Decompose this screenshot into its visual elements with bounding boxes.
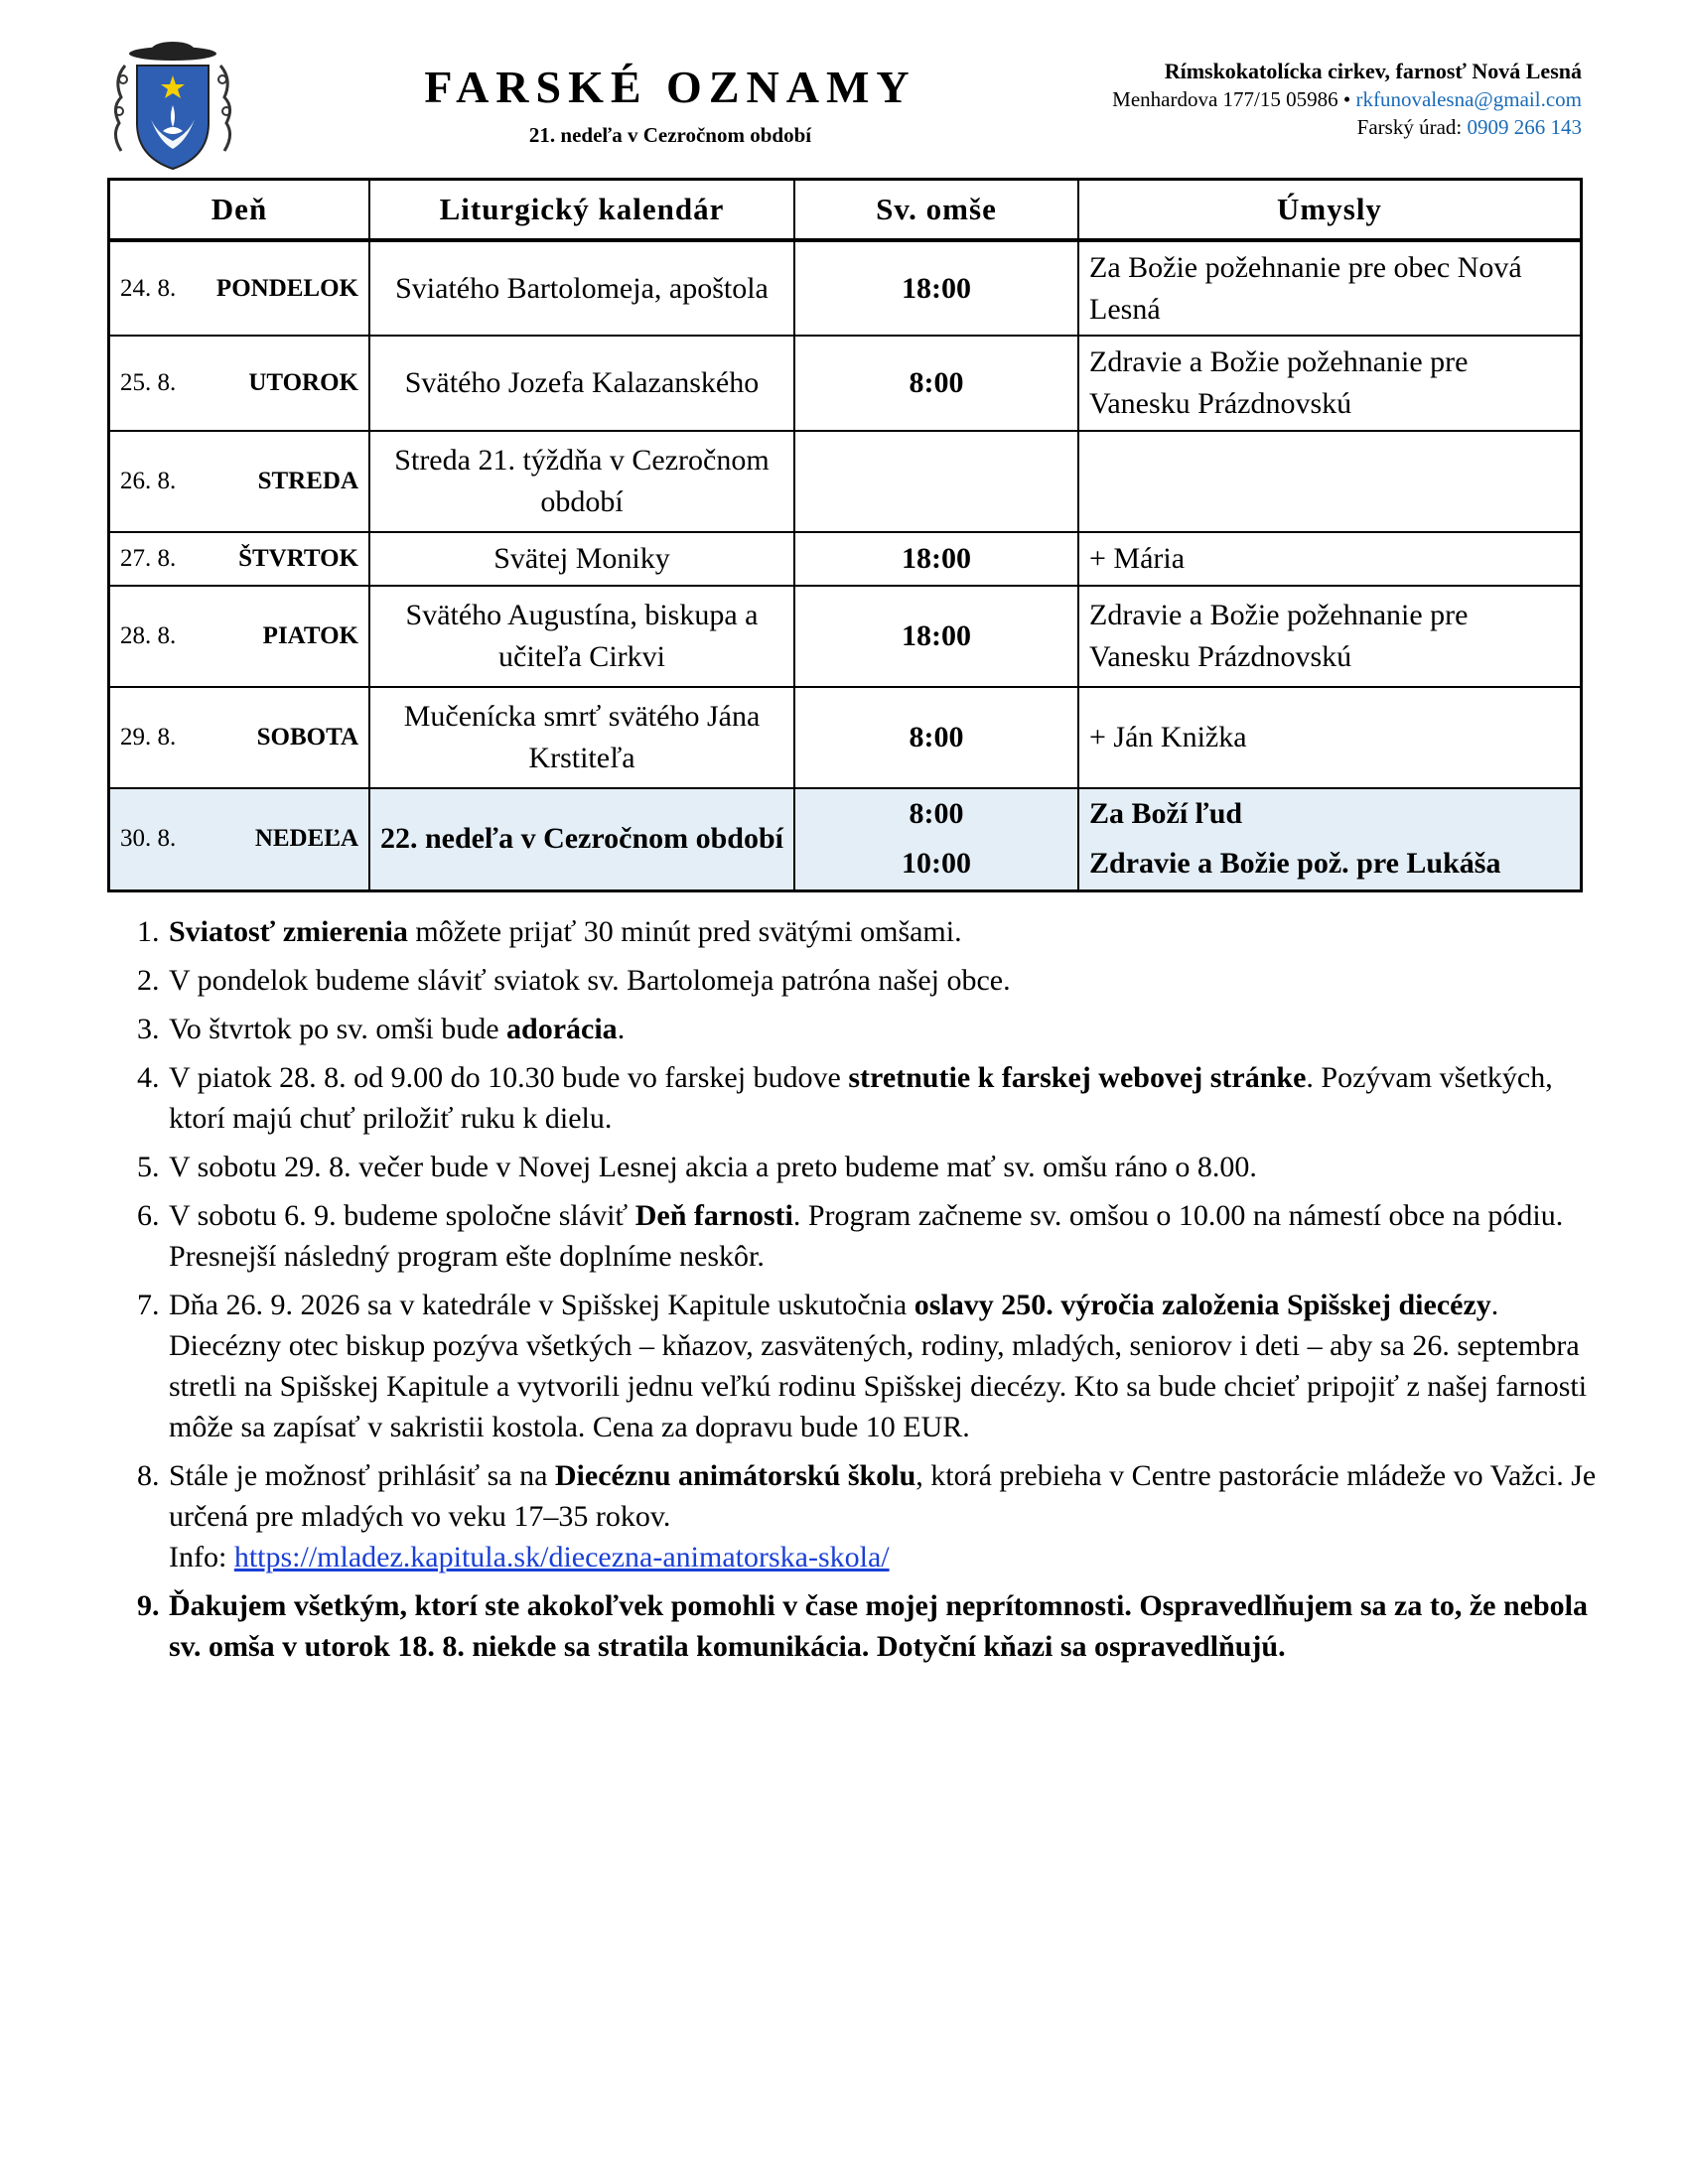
- date: 28. 8.: [120, 622, 177, 649]
- liturgical-cell: 22. nedeľa v Cezročnom období: [369, 788, 794, 890]
- notice-emphasis: stretnutie k farskej webovej stránke: [848, 1061, 1307, 1094]
- weekday: SOBOTA: [256, 724, 358, 751]
- list-item: [167, 1057, 1597, 1139]
- table-row: [109, 586, 1582, 687]
- day-cell: [109, 336, 370, 431]
- intention-cell: + Mária: [1078, 532, 1582, 586]
- table-row: [109, 532, 1582, 586]
- mass-schedule-table: [107, 178, 1583, 892]
- info-label: Info:: [169, 1541, 234, 1573]
- parish-name: Rímskokatolícka cirkev, farnosť Nová Lesná: [1164, 59, 1582, 83]
- parish-phone-link[interactable]: 0909 266 143: [1467, 115, 1582, 139]
- mass-time-cell: 8:00: [794, 687, 1078, 788]
- weekday: STREDA: [257, 468, 358, 494]
- list-item: [167, 911, 1597, 952]
- liturgical-cell: Streda 21. týždňa v Cezročnom období: [369, 431, 794, 532]
- intention-1: Za Boží ľud: [1089, 797, 1243, 831]
- parish-contact: [1112, 58, 1582, 141]
- list-item: [167, 1147, 1597, 1187]
- table-row: [109, 431, 1582, 532]
- parish-address-line: [1112, 85, 1582, 113]
- list-item: [167, 1009, 1597, 1049]
- animator-school-link[interactable]: https://mladez.kapitula.sk/diecezna-animatorska-skola/: [233, 1541, 890, 1573]
- day-cell: [109, 788, 370, 890]
- notice-text: . Program začneme sv. omšou o 10.00 na námestí obce na pódiu. Presnejší následný program ešte doplníme neskôr.: [169, 1199, 1564, 1273]
- mass-time-cell: 18:00: [794, 586, 1078, 687]
- col-header-masses: Sv. omše: [794, 180, 1078, 241]
- sunday-row: [109, 788, 1582, 890]
- day-cell: [109, 532, 370, 586]
- date: 26. 8.: [120, 468, 177, 494]
- notice-text: .: [617, 1013, 626, 1045]
- date: 27. 8.: [120, 545, 177, 572]
- notice-text: Ďakujem všetkým, ktorí ste akokoľvek pomohli v čase mojej neprítomnosti. Ospravedlňujem sa za to, že nebola sv. omša v utorok 18. 8. niekde sa stratila komunikácia. Dotyční kňazi sa ospravedlňujú.: [169, 1589, 1588, 1663]
- liturgical-cell: Sviatého Bartolomeja, apoštola: [369, 240, 794, 336]
- list-item: [167, 1585, 1597, 1667]
- mass-time-cell: 18:00: [794, 240, 1078, 336]
- parish-address: Menhardova 177/15 05986 •: [1112, 87, 1351, 111]
- page-title: [377, 58, 963, 148]
- intention-cell: [1078, 788, 1582, 890]
- day-cell: [109, 687, 370, 788]
- table-row: [109, 687, 1582, 788]
- intention-cell: [1078, 431, 1582, 532]
- date: 30. 8.: [120, 825, 177, 853]
- announcements-list: [131, 911, 1597, 1675]
- notice-emphasis: oslavy 250. výročia založenia Spišskej diecézy: [914, 1289, 1491, 1321]
- liturgical-cell: Svätej Moniky: [369, 532, 794, 586]
- mass-time-cell: [794, 788, 1078, 890]
- notice-emphasis: Diecéznu animátorskú školu: [554, 1459, 916, 1492]
- mass-time-cell: [794, 431, 1078, 532]
- col-header-liturgical: Liturgický kalendár: [369, 180, 794, 241]
- col-header-intentions: Úmysly: [1078, 180, 1582, 241]
- liturgical-cell: Mučenícka smrť svätého Jána Krstiteľa: [369, 687, 794, 788]
- notice-text: . Diecézny otec biskup pozýva všetkých – kňazov, zasvätených, rodiny, mladých, seniorov i deti – aby sa 26. septembra stretli na Spišskej Kapitule a vytvorili jednu veľkú rodinu Spišskej diecézy. Kto sa bude chcieť pripojiť z našej farnosti môže sa zapísať v sakristii kostola. Cena za dopravu bude 10 EUR.: [169, 1289, 1588, 1443]
- notice-text: . Pozývam všetkých, ktorí majú chuť priložiť ruku k dielu.: [169, 1061, 1553, 1135]
- notice-text: môžete prijať 30 minút pred svätými omšami.: [407, 915, 962, 948]
- day-cell: [109, 586, 370, 687]
- col-header-day: Deň: [109, 180, 370, 241]
- date: 25. 8.: [120, 369, 177, 396]
- intention-cell: Zdravie a Božie požehnanie pre Vanesku Prázdnovskú: [1078, 336, 1582, 431]
- announcements-title: FARSKÉ OZNAMY: [424, 62, 916, 112]
- parish-crest-icon: [105, 40, 240, 173]
- mass-time-cell: 8:00: [794, 336, 1078, 431]
- intention-cell: + Ján Knižka: [1078, 687, 1582, 788]
- intention-2: Zdravie a Božie pož. pre Lukáša: [1089, 847, 1501, 881]
- liturgical-week-subtitle: 21. nedeľa v Cezročnom období: [528, 123, 812, 147]
- day-cell: [109, 431, 370, 532]
- parish-email-link[interactable]: rkfunovalesna@gmail.com: [1355, 87, 1582, 111]
- notice-text: , ktorá prebieha v Centre pastorácie mládeže vo Važci. Je určená pre mladých vo veku 17–35 rokov.: [169, 1459, 1597, 1533]
- list-item: [167, 1455, 1597, 1577]
- notice-text: V sobotu 29. 8. večer bude v Novej Lesnej akcia a preto budeme mať sv. omšu ráno o 8.00.: [169, 1151, 1257, 1183]
- notice-text: V piatok 28. 8. od 9.00 do 10.30 bude vo farskej budove: [169, 1061, 849, 1094]
- weekday: UTOROK: [248, 369, 358, 396]
- notice-text: Stále je možnosť prihlásiť sa na: [169, 1459, 555, 1492]
- notice-emphasis: Sviatosť zmierenia: [169, 915, 408, 948]
- mass-time-2: 10:00: [902, 847, 971, 881]
- notice-emphasis: Deň farnosti: [634, 1199, 793, 1232]
- liturgical-cell: Svätého Augustína, biskupa a učiteľa Cirkvi: [369, 586, 794, 687]
- notice-text: Dňa 26. 9. 2026 sa v katedrále v Spišskej Kapitule uskutočnia: [169, 1289, 914, 1321]
- weekday: PIATOK: [262, 622, 358, 649]
- intention-cell: Zdravie a Božie požehnanie pre Vanesku Prázdnovskú: [1078, 586, 1582, 687]
- day-cell: [109, 240, 370, 336]
- weekday: ŠTVRTOK: [238, 545, 358, 572]
- list-item: [167, 960, 1597, 1001]
- liturgical-cell: Svätého Jozefa Kalazanského: [369, 336, 794, 431]
- list-item: [167, 1285, 1597, 1447]
- parish-office-line: [1112, 113, 1582, 141]
- table-header-row: [109, 180, 1582, 241]
- weekday: NEDEĽA: [254, 825, 358, 853]
- date: 24. 8.: [120, 274, 177, 302]
- intention-cell: Za Božie požehnanie pre obec Nová Lesná: [1078, 240, 1582, 336]
- notice-text: V sobotu 6. 9. budeme spoločne sláviť: [169, 1199, 635, 1232]
- date: 29. 8.: [120, 724, 177, 751]
- mass-time-cell: 18:00: [794, 532, 1078, 586]
- office-label: Farský úrad:: [1356, 115, 1463, 139]
- notice-emphasis: adorácia: [506, 1013, 618, 1045]
- mass-time-1: 8:00: [909, 797, 964, 831]
- notice-text: V pondelok budeme sláviť sviatok sv. Bartolomeja patróna našej obce.: [169, 964, 1011, 997]
- notice-text: Vo štvrtok po sv. omši bude: [169, 1013, 507, 1045]
- list-item: [167, 1195, 1597, 1277]
- weekday: PONDELOK: [215, 274, 358, 302]
- table-row: [109, 240, 1582, 336]
- table-row: [109, 336, 1582, 431]
